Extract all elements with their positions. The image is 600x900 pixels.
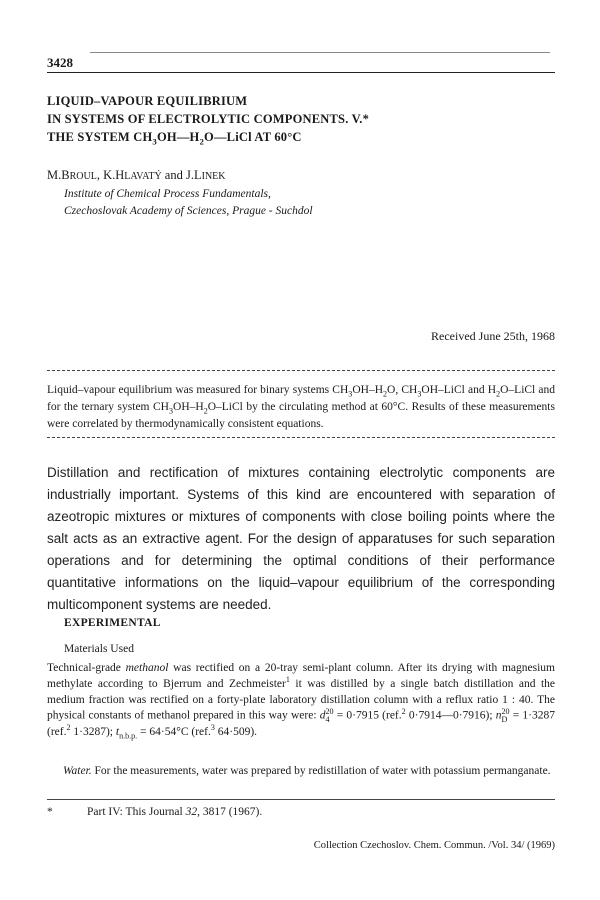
- header-rule: [47, 72, 555, 73]
- authors: M.BROUL, K.HLAVATÝ and J.LINEK: [47, 168, 226, 182]
- received-date: Received June 25th, 1968: [431, 329, 555, 343]
- subsection-heading-materials: Materials Used: [64, 643, 134, 655]
- section-heading-experimental: EXPERIMENTAL: [64, 617, 161, 629]
- affiliation-line-2: Czechoslovak Academy of Sciences, Prague - Suchdol: [64, 205, 313, 217]
- journal-reference: Collection Czechoslov. Chem. Commun. /Vol. 34/ (1969): [313, 840, 555, 851]
- title-line-1: LIQUID–VAPOUR EQUILIBRIUM: [47, 94, 248, 108]
- methanol-paragraph: Technical-grade methanol was rectified on a 20-tray semi-plant column. After its drying with magnesium methylate according to Bjerrum and Zechmeister$^1$ it was distilled by a single batch distillation and the medium fraction was rectified on a forty-plate laboratory distillation column with a reflux ratio 1 : 40. The physical constants of methanol prepared in this way were: d 20 4 = 0·7915 (ref.$^2$ 0·7914—0·7916); n 20 D = 1·3287 (ref.$^2$ 1·3287); $t_{n.b.p.} = 64\cdot 54^\circ C$ (ref.$^3$ 64·509).: [47, 662, 556, 741]
- affiliation-line-1: Institute of Chemical Process Fundamentals,: [64, 188, 271, 200]
- footnote: * Part IV: This Journal 32, 3817 (1967).: [47, 806, 263, 818]
- introduction-paragraph: Distillation and rectification of mixtures containing electrolytic components are industrially important. Systems of this kind are encountered with separation of azeotropic mixtures or mixtures of components with close boiling points where the salt acts as an extractive agent. For the design of apparatuses for such separation operations and for determining the optimal conditions of their performance quantitative informations on the liquid–vapour equilibrium of the corresponding multicomponent systems are needed.: [47, 465, 555, 612]
- abstract-top-rule: [47, 370, 555, 371]
- title-line-3: THE SYSTEM $CH_3OH—H_2O—LiCl$ AT 60°C: [47, 130, 302, 147]
- header-thin-rule: [90, 52, 550, 53]
- water-paragraph: Water. For the measurements, water was prepared by redistillation of water with potassium permanganate.: [63, 765, 551, 777]
- abstract-bottom-rule: [47, 437, 555, 438]
- article-title: [47, 92, 567, 146]
- footnote-rule: [47, 799, 555, 800]
- title-line-2: IN SYSTEMS OF ELECTROLYTIC COMPONENTS. V.*: [47, 112, 370, 126]
- affiliation: [64, 186, 564, 220]
- page-number: 3428: [47, 55, 73, 70]
- abstract: Liquid–vapour equilibrium was measured for binary systems $CH_3OH-H_2O$, $CH_3OH$–LiCl and $H_2O$–LiCl and for the ternary system $CH_3OH-H_2O$–LiCl by the circulating method at 60°C. Results of these measurements were correlated by thermodynamically consistent equations.: [47, 384, 556, 430]
